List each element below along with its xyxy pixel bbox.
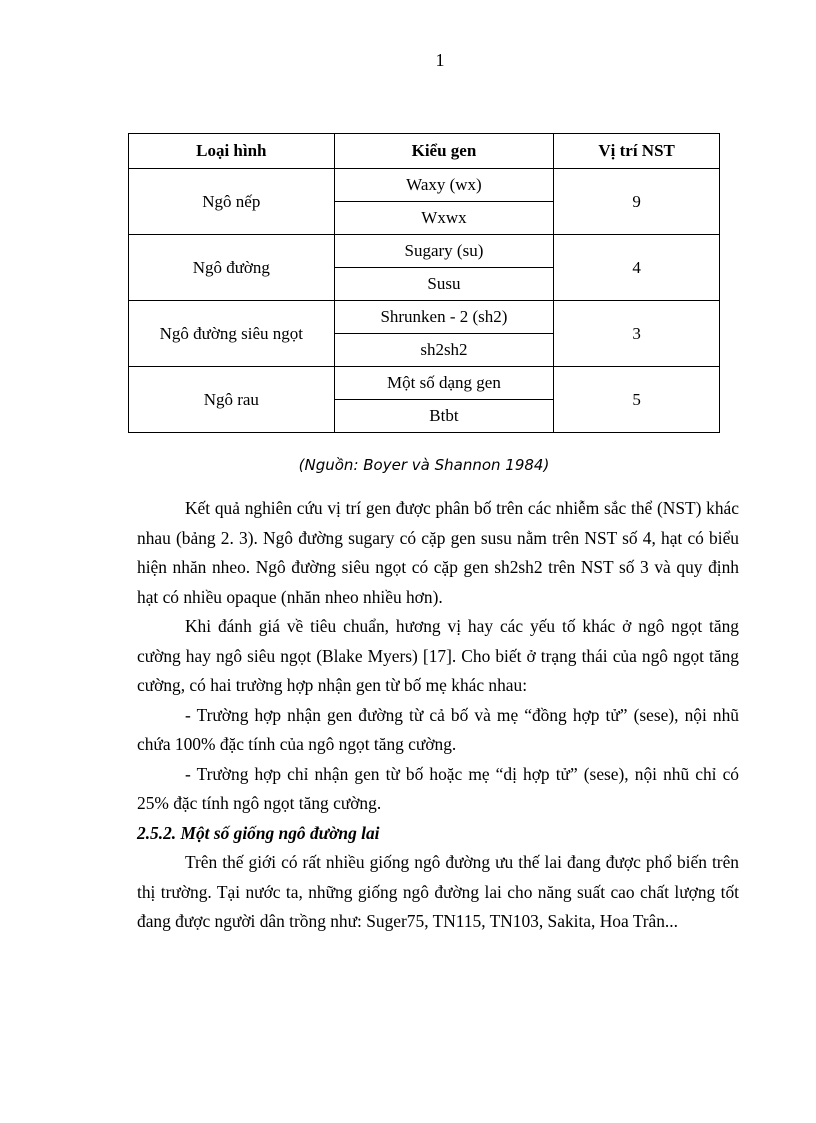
cell-genotype: sh2sh2 — [334, 334, 554, 367]
cell-genotype: Susu — [334, 268, 554, 301]
paragraph: Kết quả nghiên cứu vị trí gen được phân bố trên các nhiễm sắc thể (NST) khác nhau (bảng 2. 3). Ngô đường sugary có cặp gen susu nằm trên NST số 4, hạt có biểu hiện nhăn nheo. Ngô đường siêu ngọt có cặp gen sh2sh2 trên NST số 3 và quy định hạt có nhiều opaque (nhăn nheo nhiều hơn). — [137, 498, 739, 607]
header-type: Loại hình — [129, 134, 335, 169]
cell-genotype: Một số dạng gen — [334, 367, 554, 400]
header-nst-position: Vị trí NST — [554, 134, 720, 169]
cell-type: Ngô nếp — [129, 169, 335, 235]
cell-position: 3 — [554, 301, 720, 367]
table-row — [129, 367, 720, 400]
paragraph: - Trường hợp nhận gen đường từ cả bố và mẹ “đồng hợp tử” (sese), nội nhũ chứa 100% đặc tính của ngô ngọt tăng cường. — [137, 704, 739, 754]
cell-position: 4 — [554, 235, 720, 301]
cell-genotype: Sugary (su) — [334, 235, 554, 268]
cell-position: 5 — [554, 367, 720, 433]
cell-type: Ngô đường siêu ngọt — [129, 301, 335, 367]
cell-type: Ngô đường — [129, 235, 335, 301]
cell-genotype: Wxwx — [334, 202, 554, 235]
page-number: 1 — [435, 50, 445, 70]
gene-location-table — [128, 133, 720, 433]
table-source-caption: (Nguồn: Boyer và Shannon 1984) — [298, 456, 550, 474]
body-text — [137, 494, 739, 937]
paragraph: - Trường hợp chỉ nhận gen từ bố hoặc mẹ “dị hợp tử” (sese), nội nhũ chỉ có 25% đặc tính ngô ngọt tăng cường. — [137, 763, 739, 813]
cell-position: 9 — [554, 169, 720, 235]
table-row — [129, 235, 720, 268]
section-heading: 2.5.2. Một số giống ngô đường lai — [137, 822, 380, 843]
paragraph: Trên thế giới có rất nhiều giống ngô đường ưu thế lai đang được phổ biến trên thị trường. Tại nước ta, những giống ngô đường lai cho năng suất cao chất lượng tốt đang được người dân trồng như: Suger75, TN115, TN103, Sakita, Hoa Trân... — [137, 852, 739, 931]
cell-genotype: Waxy (wx) — [334, 169, 554, 202]
table-row — [129, 301, 720, 334]
table-header-row — [129, 134, 720, 169]
cell-genotype: Shrunken - 2 (sh2) — [334, 301, 554, 334]
cell-type: Ngô rau — [129, 367, 335, 433]
cell-genotype: Btbt — [334, 400, 554, 433]
paragraph: Khi đánh giá về tiêu chuẩn, hương vị hay các yếu tố khác ở ngô ngọt tăng cường hay ngô siêu ngọt (Blake Myers) [17]. Cho biết ở trạng thái của ngô ngọt tăng cường, có hai trường hợp nhận gen từ bố mẹ khác nhau: — [137, 616, 739, 695]
table-row — [129, 169, 720, 202]
header-genotype: Kiểu gen — [334, 134, 554, 169]
